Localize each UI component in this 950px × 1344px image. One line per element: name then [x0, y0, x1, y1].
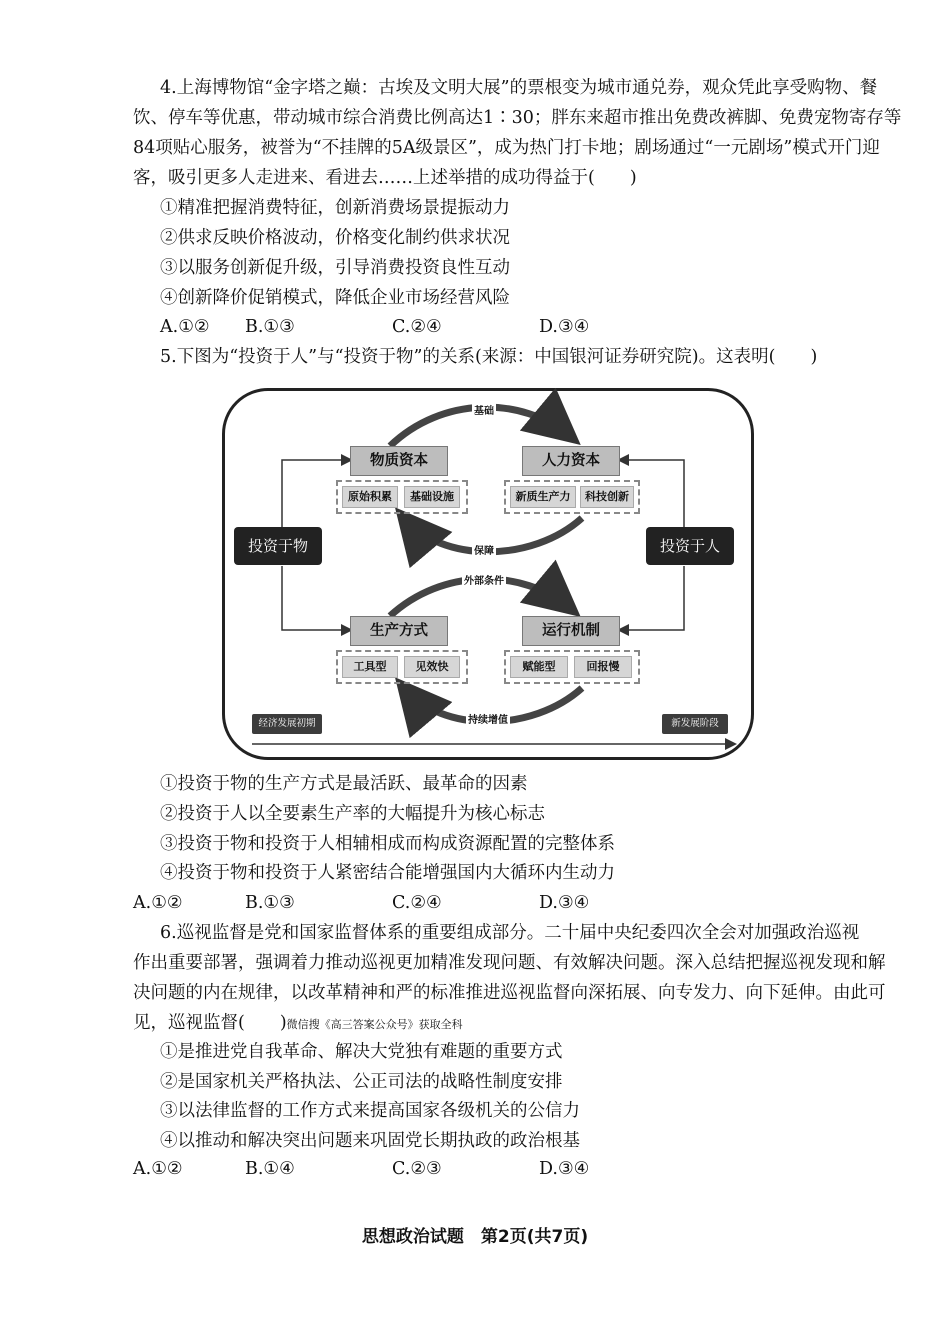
chip-tech-innovation: 科技创新	[580, 486, 634, 508]
q6-line-3: 决问题的内在规律，以改革精神和严的标准推进巡视监督向深拓展、向专发力、向下延伸。由此可	[133, 983, 886, 1003]
q6-note: 微信搜《高三答案公众号》获取全科	[286, 1018, 463, 1031]
stage-early: 经济发展初期	[252, 714, 322, 734]
chip-quick-effect: 见效快	[404, 656, 460, 678]
q5-option-d: D.③④	[539, 893, 590, 913]
q6-line-4-text: 见，巡视监督( )	[133, 1013, 287, 1033]
arrow-label-external: 外部条件	[462, 572, 506, 587]
q4-line-2: 饮、停车等优惠，带动城市综合消费比例高达1∶30；胖东来超市推出免费改裤脚、免费宠物寄存等	[133, 108, 902, 128]
q6-option-b: B.①④	[245, 1159, 295, 1179]
q4-statement-2: ②供求反映价格波动，价格变化制约供求状况	[160, 228, 510, 248]
page-footer: 思想政治试题 第2页(共7页)	[361, 1227, 589, 1247]
node-human-capital: 人力资本	[522, 446, 620, 476]
q6-line-4	[133, 1011, 463, 1037]
q4-line-3: 84项贴心服务，被誉为“不挂牌的5A级景区”，成为热门打卡地；剧场通过“一元剧场”模式开门迎	[133, 138, 880, 158]
q4-statement-1: ①精准把握消费特征，创新消费场景提振动力	[160, 198, 510, 218]
q5-statement-1: ①投资于物的生产方式是最活跃、最革命的因素	[160, 774, 528, 794]
side-invest-in-things: 投资于物	[234, 527, 322, 565]
arrow-label-foundation: 基础	[472, 402, 496, 417]
q4-line-1: 4.上海博物馆“金字塔之巅：古埃及文明大展”的票根变为城市通兑券，观众凭此享受购物、餐	[160, 78, 878, 98]
arrow-label-appreciation: 持续增值	[466, 711, 510, 726]
q5-option-c: C.②④	[392, 893, 442, 913]
q4-option-c: C.②④	[392, 317, 442, 337]
chip-tool-type: 工具型	[342, 656, 398, 678]
q6-statement-4: ④以推动和解决突出问题来巩固党长期执政的政治根基	[160, 1131, 580, 1151]
human-subbox	[504, 480, 640, 514]
node-material-capital: 物质资本	[350, 446, 448, 476]
q4-option-a: A.①②	[160, 317, 210, 337]
q4-line-4: 客，吸引更多人走进来、看进去……上述举措的成功得益于( )	[133, 168, 637, 188]
node-operating-mechanism: 运行机制	[522, 616, 620, 646]
q6-statement-2: ②是国家机关严格执法、公正司法的战略性制度安排	[160, 1072, 563, 1092]
mechanism-subbox	[504, 650, 640, 684]
q5-statement-4: ④投资于物和投资于人紧密结合能增强国内大循环内生动力	[160, 863, 615, 883]
chip-infrastructure: 基础设施	[404, 486, 460, 508]
q6-statement-1: ①是推进党自我革命、解决大党独有难题的重要方式	[160, 1042, 563, 1062]
q4-statement-4: ④创新降价促销模式，降低企业市场经营风险	[160, 288, 510, 308]
chip-empowering-type: 赋能型	[510, 656, 568, 678]
q5-stem: 5.下图为“投资于人”与“投资于物”的关系(来源：中国银河证券研究院)。这表明( )	[160, 347, 818, 367]
q5-option-a: A.①②	[133, 893, 183, 913]
q6-statement-3: ③以法律监督的工作方式来提高国家各级机关的公信力	[160, 1101, 580, 1121]
investment-diagram	[222, 388, 752, 760]
q4-option-d: D.③④	[539, 317, 590, 337]
q6-option-a: A.①②	[133, 1159, 183, 1179]
q4-option-b: B.①③	[245, 317, 295, 337]
q4-statement-3: ③以服务创新促升级，引导消费投资良性互动	[160, 258, 510, 278]
q5-option-b: B.①③	[245, 893, 295, 913]
stage-new: 新发展阶段	[662, 714, 728, 734]
node-production-mode: 生产方式	[350, 616, 448, 646]
chip-new-productivity: 新质生产力	[510, 486, 576, 508]
chip-primitive-accumulation: 原始积累	[342, 486, 398, 508]
q6-option-c: C.②③	[392, 1159, 442, 1179]
arrow-label-guarantee: 保障	[472, 542, 496, 557]
q6-option-d: D.③④	[539, 1159, 590, 1179]
q6-line-1: 6.巡视监督是党和国家监督体系的重要组成部分。二十届中央纪委四次全会对加强政治巡视	[160, 923, 860, 943]
chip-slow-return: 回报慢	[574, 656, 632, 678]
production-subbox	[336, 650, 468, 684]
q6-line-2: 作出重要部署，强调着力推动巡视更加精准发现问题、有效解决问题。深入总结把握巡视发现和解	[133, 953, 886, 973]
q5-statement-2: ②投资于人以全要素生产率的大幅提升为核心标志	[160, 804, 545, 824]
q5-statement-3: ③投资于物和投资于人相辅相成而构成资源配置的完整体系	[160, 834, 615, 854]
material-subbox	[336, 480, 468, 514]
side-invest-in-people: 投资于人	[646, 527, 734, 565]
